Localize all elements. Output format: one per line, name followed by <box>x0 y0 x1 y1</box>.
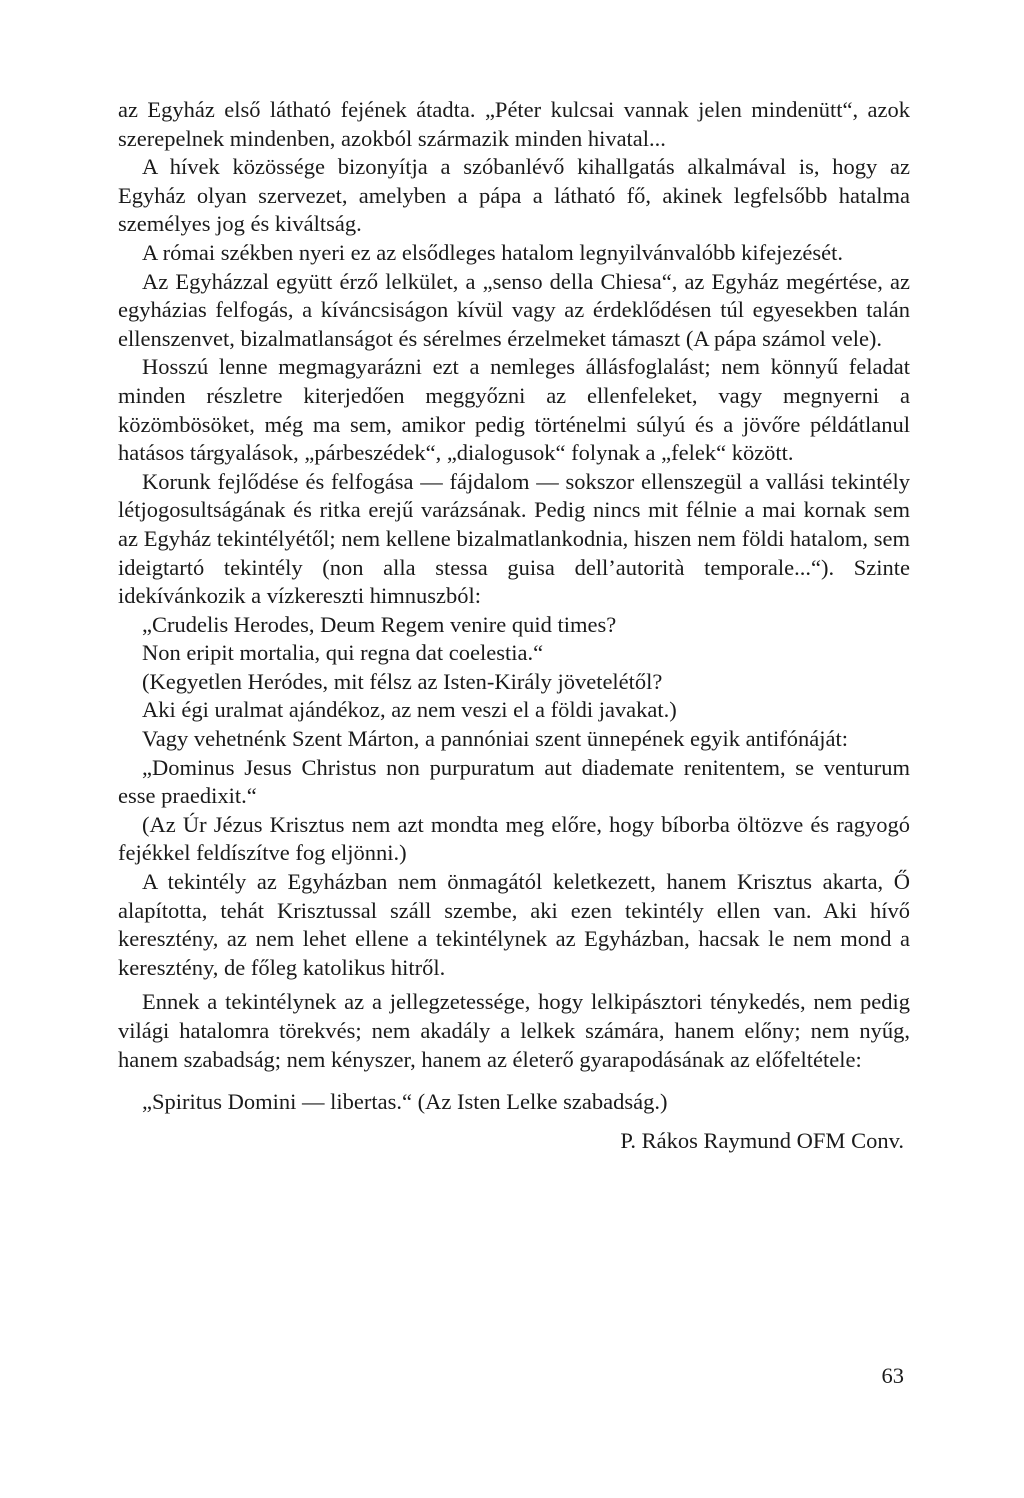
final-quote: „Spiritus Domini — libertas.“ (Az Isten Lelke szabadság.) <box>142 1089 668 1115</box>
paragraph-roman-see: A római székben nyeri ez az elsődleges hatalom legnyilvánvalóbb kifejezését. <box>142 239 843 265</box>
hymn-line: Aki égi uralmat ajándékoz, az nem veszi el a földi javakat.) <box>142 697 677 723</box>
paragraph-gap <box>118 1074 910 1088</box>
author-signature: P. Rákos Raymund OFM Conv. <box>620 1127 904 1153</box>
hymn-line: „Crudelis Herodes, Deum Regem venire quid times? <box>142 611 617 637</box>
paragraph-antiphon-intro: Vagy vehetnénk Szent Márton, a pannóniai szent ünnepének egyik antifónáját: <box>142 726 849 752</box>
paragraph-negative-stance: Hosszú lenne megmagyarázni ezt a nemleges állásfoglalást; nem könnyű feladat minden részletre kiterjedően meggyőzni az ellenfeleket, vagy megnyerni a közömbösöket, még ma sem, amikor pedig történelmi súlyú és a jövőre példátlanul hatásos tárgyalások, „párbeszédek“, „dialogusok“ folynak a „felek“ között. <box>118 354 910 466</box>
hymn-line: Non eripit mortalia, qui regna dat coelestia.“ <box>142 640 544 666</box>
antiphon-latin: „Dominus Jesus Christus non purpuratum aut diademate renitentem, se venturum esse praedixit.“ <box>118 754 910 809</box>
hymn-line: (Kegyetlen Heródes, mit félsz az Isten-Király jövetelétől? <box>142 668 663 694</box>
paragraph-sensus-ecclesiae: Az Egyházzal együtt érző lelkület, a „senso della Chiesa“, az Egyház megértése, az egyházias felfogás, a kíváncsiságon kívül vagy az érdeklődésen túl egyesekben talán ellenszenvet, bizalmatlanságot és sérelmes érzelmeket támaszt (A pápa számol vele). <box>118 268 910 351</box>
paragraph-community-of-faithful: A hívek közössége bizonyítja a szóbanlévő kihallgatás alkalmával is, hogy az Egyház olyan szervezet, amelyben a pápa a látható fő, akinek legfelsőbb hatalma személyes jog és kiváltság. <box>118 154 910 237</box>
document-page <box>118 96 910 1155</box>
paragraph-keys-of-peter: az Egyház első látható fejének átadta. „Péter kulcsai vannak jelen mindenütt“, azok szerepelnek mindenben, azokból származik minden hivatal... <box>118 97 910 151</box>
paragraph-modern-age: Korunk fejlődése és felfogása — fájdalom — sokszor ellenszegül a vallási tekintély létjogosultságának és ritka erejű varázsának. Pedig nincs mit félnie a mai kornak sem az Egyház tekintélyétől; nem kellene bizalmatlankodnia, hiszen nem földi hatalom, sem ideigtartó tekintély (non alla stessa guisa dell’autorità temporale...“). Szinte idekívánkozik a vízkereszti himnuszból: <box>118 468 910 609</box>
paragraph-authority-origin: A tekintély az Egyházban nem önmagától keletkezett, hanem Krisztus akarta, Ő alapította, tehát Krisztussal száll szembe, aki ezen tekintély ellen van. Aki hívő keresztény, az nem lehet ellene a tekintélynek az Egyházban, hacsak le nem mond a keresztény, de főleg katolikus hitről. <box>118 869 910 980</box>
epiphany-hymn <box>118 611 910 725</box>
page-number: 63 <box>881 1363 904 1388</box>
antiphon-translation: (Az Úr Jézus Krisztus nem azt mondta meg előre, hogy bíborba öltözve és ragyogó fejékkel feldíszítve fog eljönni.) <box>118 811 910 866</box>
paragraph-authority-character: Ennek a tekintélynek az a jellegzetessége, hogy lelkipásztori ténykedés, nem pedig világi hatalomra törekvés; nem akadály a lelkek számára, hanem előny; nem nyűg, hanem szabadság; nem kényszer, hanem az életerő gyarapodásának az előfeltétele: <box>118 989 910 1072</box>
